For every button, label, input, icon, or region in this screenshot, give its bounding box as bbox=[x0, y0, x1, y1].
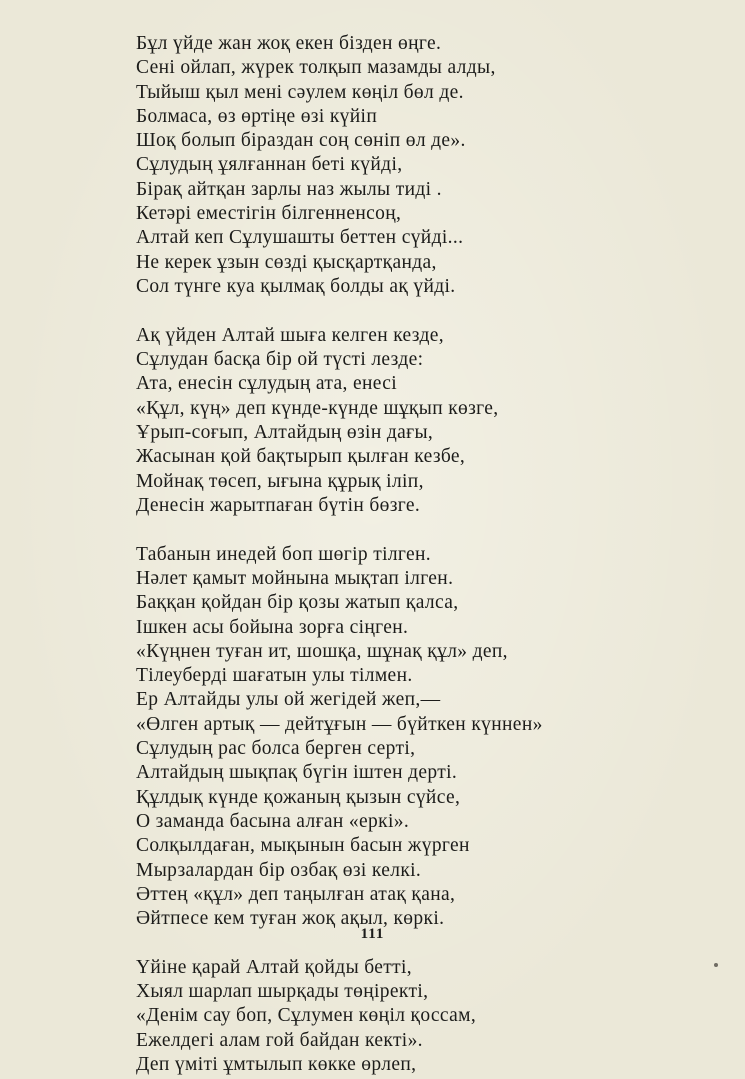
verse-line: Не керек ұзын сөзді қысқартқанда, bbox=[136, 251, 437, 273]
verse-line: Тыйыш қыл мені сәулем көңіл бөл де. bbox=[136, 81, 464, 103]
verse-line: Сұлудан басқа бір ой түсті лезде: bbox=[136, 349, 424, 371]
verse-line: Хыял шарлап шырқады төңіректі, bbox=[136, 981, 429, 1003]
stanza-break bbox=[136, 299, 696, 324]
verse-line: Нәлет қамыт мойнына мықтап ілген. bbox=[136, 567, 454, 589]
verse-line: «Құл, күң» деп күнде-күнде шұқып көзге, bbox=[136, 397, 499, 419]
ink-speck bbox=[714, 963, 718, 967]
verse-line: Деп үміті ұмтылып көкке өрлеп, bbox=[136, 1054, 417, 1076]
verse-line: Алтай кеп Сұлушашты беттен сүйді... bbox=[136, 227, 464, 249]
verse-line: Әттең «құл» деп таңылған атақ қана, bbox=[136, 883, 456, 905]
verse-line: Ежелдегі алам гой байдан кекті». bbox=[136, 1029, 423, 1051]
verse-line: Сұлудың ұялғаннан беті күйді, bbox=[136, 154, 403, 176]
stanza-4 bbox=[136, 956, 696, 1077]
verse-line: Баққан қойдан бір қозы жатып қалса, bbox=[136, 592, 459, 614]
verse-line: Сол түнге куа қылмақ болды ақ үйді. bbox=[136, 275, 456, 297]
verse-line: Алтайдың шықпақ бүгін іштен дерті. bbox=[136, 762, 458, 784]
verse-line: Табанын инедей боп шөгір тілген. bbox=[136, 543, 432, 565]
stanza-2 bbox=[136, 324, 696, 518]
verse-line: Бұл үйде жан жоқ екен бізден өңге. bbox=[136, 33, 442, 54]
verse-line: Ер Алтайды улы ой жегідей жеп,— bbox=[136, 689, 441, 711]
verse-line: О заманда басына алған «еркі». bbox=[136, 810, 410, 832]
stanza-break bbox=[136, 518, 696, 543]
verse-line: Мойнақ төсеп, ығына құрық іліп, bbox=[136, 470, 424, 492]
verse-line: «Күңнен туған ит, шошқа, шұнақ құл» деп, bbox=[136, 640, 508, 662]
verse-line: Бірақ айтқан зарлы наз жылы тиді . bbox=[136, 178, 442, 200]
verse-line: «Денім сау боп, Сұлумен көңіл қоссам, bbox=[136, 1005, 477, 1027]
verse-line: Шоқ болып біраздан соң сөніп өл де». bbox=[136, 130, 466, 152]
verse-line: «Өлген артық — дейтұғын — бүйткен күннен» bbox=[136, 713, 543, 735]
verse-line: Құлдық күнде қожаның қызын сүйсе, bbox=[136, 786, 461, 808]
stanza-3 bbox=[136, 543, 696, 932]
verse-line: Тілеуберді шағатын улы тілмен. bbox=[136, 665, 413, 687]
verse-line: Сұлудың рас болса берген серті, bbox=[136, 738, 416, 760]
verse-line: Ата, енесін сұлудың ата, енесі bbox=[136, 373, 398, 395]
verse-line: Солқылдаған, мықынын басын жүрген bbox=[136, 835, 470, 857]
poem-text bbox=[136, 32, 696, 1077]
verse-line: Ішкен асы бойына зорға сіңген. bbox=[136, 616, 409, 638]
verse-line: Үйіне қарай Алтай қойды бетті, bbox=[136, 956, 412, 978]
verse-line: Сені ойлап, жүрек толқып мазамды алды, bbox=[136, 57, 496, 79]
verse-line: Жасынан қой бақтырып қылған кезбе, bbox=[136, 446, 466, 468]
verse-line: Ұрып-соғып, Алтайдың өзін дағы, bbox=[136, 421, 434, 443]
verse-line: Денесін жарытпаған бүтін бөзге. bbox=[136, 494, 421, 516]
stanza-1 bbox=[136, 32, 696, 299]
verse-line: Болмаса, өз өртіңе өзі күйіп bbox=[136, 105, 378, 127]
verse-line: Ақ үйден Алтай шыға келген кезде, bbox=[136, 324, 445, 346]
verse-line: Кетәрі еместігін білгенненсоң, bbox=[136, 203, 402, 225]
page-number: 111 bbox=[360, 926, 385, 942]
verse-line: Әйтпесе кем туған жоқ ақыл, көркі. bbox=[136, 908, 445, 930]
verse-line: Мырзалардан бір озбақ өзі келкі. bbox=[136, 859, 422, 881]
